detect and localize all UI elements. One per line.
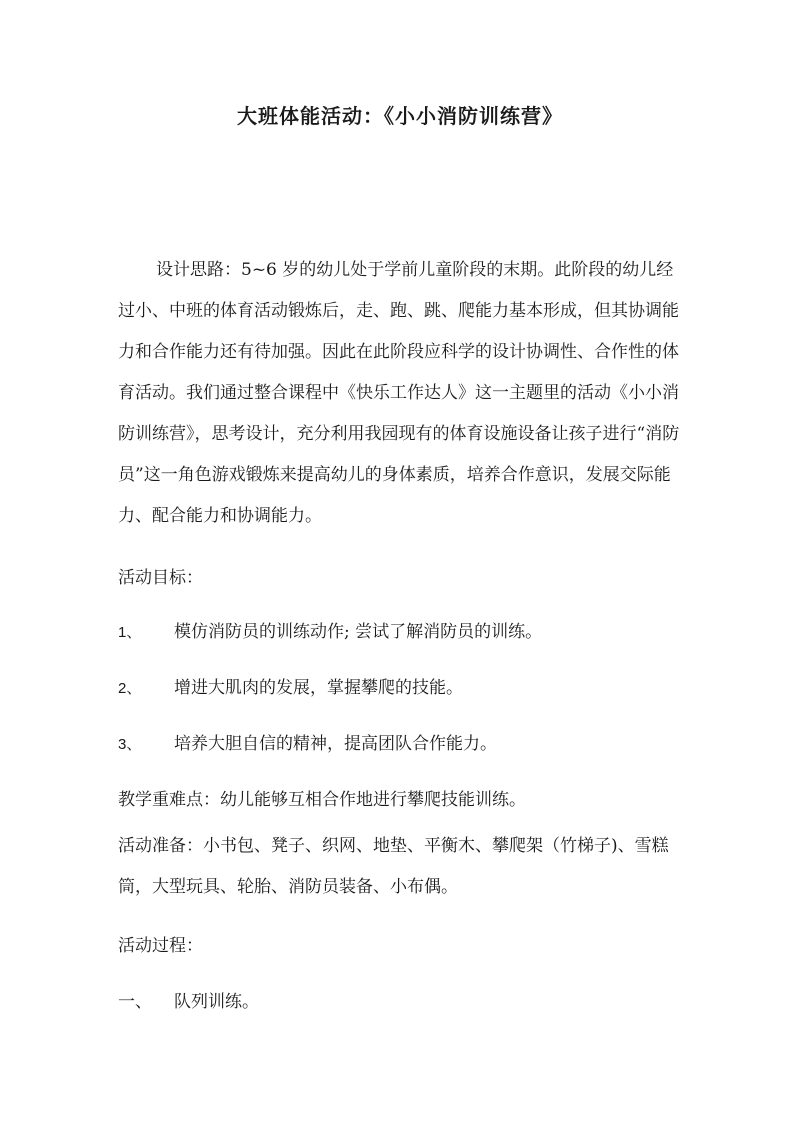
goal-text: 模仿消防员的训练动作; 尝试了解消防员的训练。 (174, 622, 543, 642)
goal-number: 1、 (118, 624, 142, 641)
goal-number: 3、 (118, 736, 142, 753)
step-number: 一、 (118, 992, 152, 1012)
process-step-1 (118, 990, 698, 1014)
goal-item-3 (118, 732, 698, 757)
goal-text: 增进大肌肉的发展，掌握攀爬的技能。 (174, 678, 463, 698)
design-idea-paragraph: 设计思路：5~6 岁的幼儿处于学前儿童阶段的末期。此阶段的幼儿经过小、中班的体育活动锻炼后，走、跑、跳、爬能力基本形成，但其协调能力和合作能力还有待加强。因此在此阶段应科学的设计协调性、合作性的体育活动。我们通过整合课程中《快乐工作达人》这一主题里的活动《小小消防训练营》，思考设计，充分利用我园现有的体育设施设备让孩子进行“消防员”这一角色游戏锻炼来提高幼儿的身体素质，培养合作意识，发展交际能力、配合能力和协调能力。 (118, 260, 680, 526)
goal-item-1 (118, 620, 698, 645)
step-text: 队列训练。 (174, 992, 259, 1012)
goals-heading: 活动目标： (118, 568, 203, 588)
goal-text: 培养大胆自信的精神，提高团队合作能力。 (174, 734, 497, 754)
goal-number: 2、 (118, 680, 142, 697)
preparation-paragraph: 活动准备：小书包、凳子、织网、地垫、平衡木、攀爬架（竹梯子)、雪糕筒，大型玩具、轮胎、消防员装备、小布偶。 (118, 836, 669, 897)
key-points: 教学重难点：幼儿能够互相合作地进行攀爬技能训练。 (118, 790, 526, 810)
process-heading: 活动过程： (118, 936, 203, 956)
document-title: 大班体能活动：《小小消防训练营》 (237, 104, 563, 128)
goal-item-2 (118, 676, 698, 701)
